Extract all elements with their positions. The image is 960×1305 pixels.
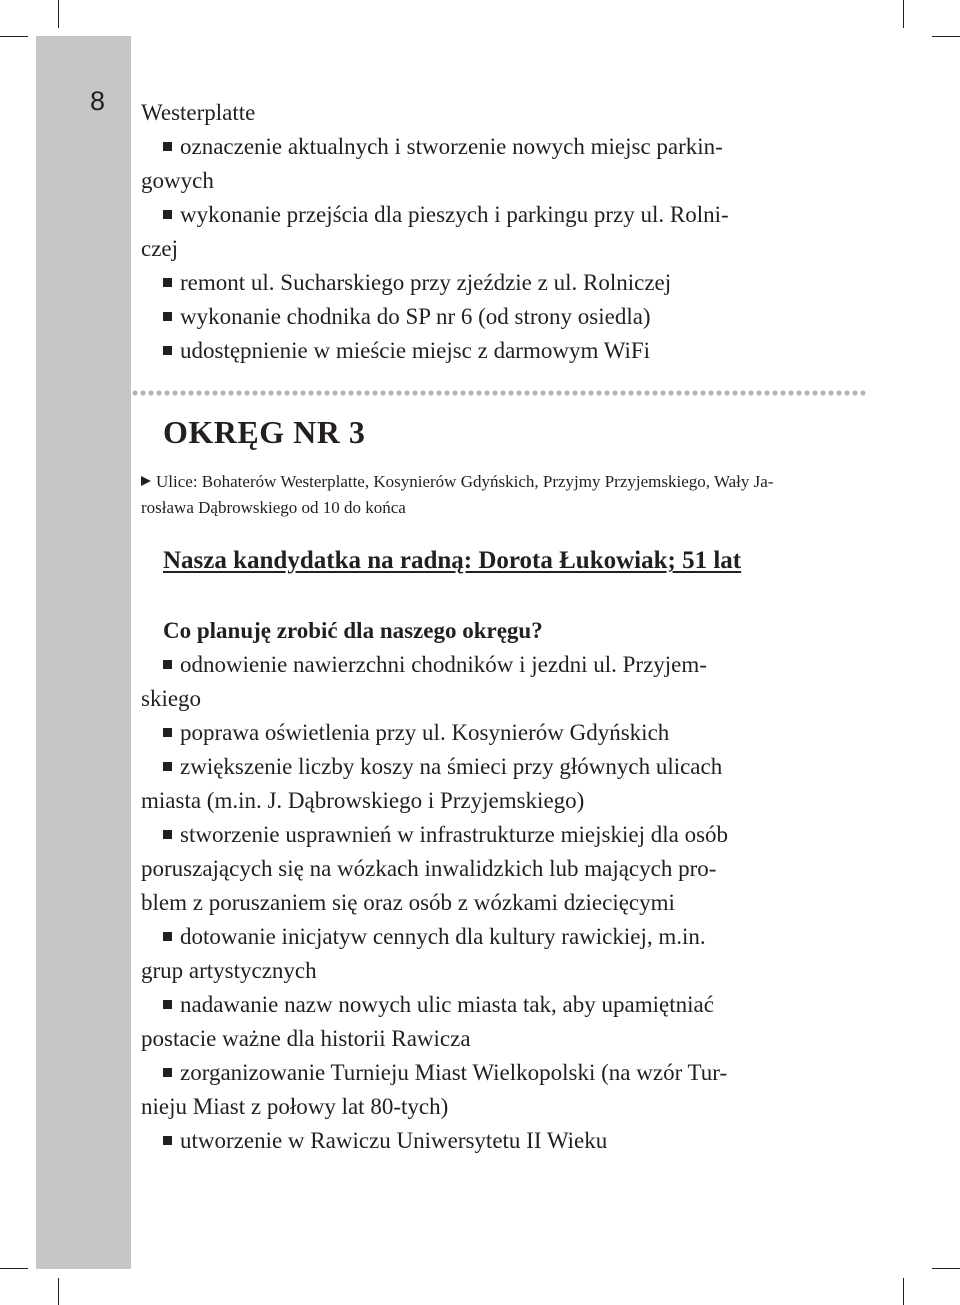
dotted-separator — [131, 389, 866, 397]
sidebar-band — [36, 36, 131, 1269]
list-item-text: nadawanie nazw nowych ulic miasta tak, aby upamiętniać — [180, 992, 714, 1017]
streets-paragraph — [141, 469, 866, 521]
list-item-line — [141, 886, 856, 920]
bullet-square-icon — [163, 932, 172, 941]
list-item-line — [141, 920, 856, 954]
list-item-text: zorganizowanie Turnieju Miast Wielkopolski (na wzór Tur- — [180, 1060, 728, 1085]
list-item-text: gowych — [141, 168, 214, 193]
bullet-square-icon — [163, 210, 172, 219]
bullet-square-icon — [163, 1136, 172, 1145]
bullet-square-icon — [163, 762, 172, 771]
list-item-text: utworzenie w Rawiczu Uniwersytetu II Wieku — [180, 1128, 608, 1153]
candidate-heading: Nasza kandydatka na radną: Dorota Łukowiak; 51 lat — [163, 547, 742, 574]
streets-line: Ulice: Bohaterów Westerplatte, Kosynierów Gdyńskich, Przyjmy Przyjemskiego, Wały Ja- — [141, 469, 866, 495]
list-item-line — [141, 954, 856, 988]
bullet-square-icon — [163, 1068, 172, 1077]
bullet-square-icon — [163, 660, 172, 669]
crop-mark-left-bottom — [0, 1268, 28, 1269]
plans-list — [141, 648, 856, 1158]
list-item-line — [141, 198, 846, 232]
bullet-square-icon — [163, 312, 172, 321]
list-item-line — [141, 1124, 856, 1158]
list-item-text: odnowienie nawierzchni chodników i jezdni ul. Przyjem- — [180, 652, 707, 677]
bullet-square-icon — [163, 346, 172, 355]
bullet-square-icon — [163, 830, 172, 839]
list-item-line — [141, 750, 856, 784]
list-item-text: udostępnienie w mieście miejsc z darmowym WiFi — [180, 338, 651, 363]
list-item-text: wykonanie przejścia dla pieszych i parkingu przy ul. Rolni- — [180, 202, 729, 227]
list-item-line — [141, 1090, 856, 1124]
crop-mark-right-top — [932, 36, 960, 37]
crop-mark-right-bottom — [932, 1268, 960, 1269]
list-item-text: zwiększenie liczby koszy na śmieci przy głównych ulicach — [180, 754, 723, 779]
section-title: Westerplatte — [141, 100, 256, 125]
list-item-text: oznaczenie aktualnych i stworzenie nowych miejsc parkin- — [180, 134, 723, 159]
list-item-text: wykonanie chodnika do SP nr 6 (od strony osiedla) — [180, 304, 651, 329]
list-item-text: postacie ważne dla historii Rawicza — [141, 1026, 471, 1051]
list-item-text: miasta (m.in. J. Dąbrowskiego i Przyjemskiego) — [141, 788, 585, 813]
list-item-line — [141, 300, 846, 334]
list-item-text: czej — [141, 236, 179, 261]
list-item-text: poruszających się na wózkach inwalidzkich lub mających pro- — [141, 856, 717, 881]
crop-mark-top-left — [58, 0, 59, 28]
list-item-text: blem z poruszaniem się oraz osób z wózkami dziecięcymi — [141, 890, 675, 915]
list-item-line — [141, 334, 846, 368]
bullet-square-icon — [163, 1000, 172, 1009]
list-item-line — [141, 852, 856, 886]
list-item-line — [141, 682, 856, 716]
list-item-line — [141, 164, 846, 198]
arrow-right-icon — [141, 476, 151, 486]
crop-mark-top-right — [903, 0, 904, 28]
plans-title: Co planuję zrobić dla naszego okręgu? — [163, 618, 543, 643]
plans-section — [141, 614, 856, 1158]
list-item-line — [141, 1056, 856, 1090]
list-item-line — [141, 784, 856, 818]
bullet-square-icon — [163, 728, 172, 737]
list-item-text: remont ul. Sucharskiego przy zjeździe z ul. Rolniczej — [180, 270, 672, 295]
bullet-square-icon — [163, 142, 172, 151]
list-item-text: dotowanie inicjatyw cennych dla kultury rawickiej, m.in. — [180, 924, 706, 949]
list-item-text: stworzenie usprawnień w infrastrukturze miejskiej dla osób — [180, 822, 729, 847]
crop-mark-bottom-left — [58, 1278, 59, 1305]
list-item-line — [141, 1022, 856, 1056]
district-heading: OKRĘG NR 3 — [163, 414, 366, 450]
page-number: 8 — [90, 86, 106, 116]
list-item-line — [141, 130, 846, 164]
list-item-line — [141, 232, 846, 266]
list-item-line — [141, 818, 856, 852]
list-item-line — [141, 648, 856, 682]
streets-line: rosława Dąbrowskiego od 10 do końca — [141, 498, 406, 517]
crop-mark-left-top — [0, 36, 28, 37]
list-item-line — [141, 266, 846, 300]
bullet-square-icon — [163, 278, 172, 287]
list-item-line — [141, 988, 856, 1022]
list-item-text: grup artystycznych — [141, 958, 317, 983]
list-item-line — [141, 716, 856, 750]
crop-mark-bottom-right — [903, 1278, 904, 1305]
list-item-text: nieju Miast z połowy lat 80-tych) — [141, 1094, 449, 1119]
westerplatte-list — [141, 130, 846, 368]
westerplatte-section — [141, 96, 846, 368]
list-item-text: skiego — [141, 686, 202, 711]
list-item-text: poprawa oświetlenia przy ul. Kosynierów Gdyńskich — [180, 720, 670, 745]
